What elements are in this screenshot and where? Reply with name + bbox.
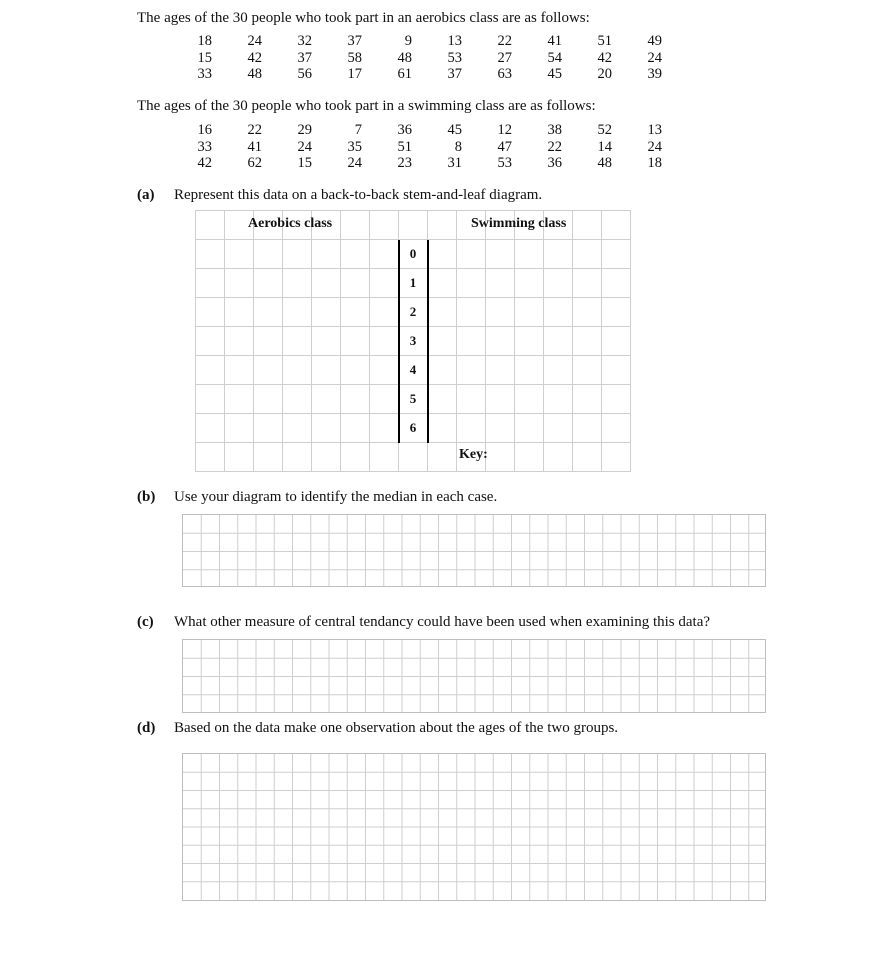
table-row (162, 122, 662, 139)
age-cell: 12 (497, 122, 512, 138)
age-cell: 41 (547, 33, 562, 49)
leaf-cell[interactable] (225, 414, 254, 443)
age-cell: 58 (347, 49, 362, 66)
age-cell: 38 (547, 122, 562, 138)
part-a-question: Represent this data on a back-to-back stem-and-leaf diagram. (174, 187, 543, 203)
leaf-cell[interactable] (283, 414, 312, 443)
stem-leaf-row (196, 240, 631, 269)
aerobics-ages-table (162, 33, 662, 83)
age-cell: 24 (647, 138, 662, 155)
leaf-cell[interactable] (254, 356, 283, 385)
part-b-answer-grid[interactable] (182, 514, 766, 587)
age-cell: 22 (547, 138, 562, 155)
leaf-cell[interactable] (515, 327, 544, 356)
leaf-cell[interactable] (283, 269, 312, 298)
stem-leaf-row (196, 414, 631, 443)
stem-value: 3 (399, 327, 428, 356)
age-cell: 52 (597, 122, 612, 138)
leaf-cell[interactable] (312, 240, 341, 269)
age-cell: 37 (447, 66, 462, 82)
leaf-cell[interactable] (225, 298, 254, 327)
leaf-cell[interactable] (341, 356, 370, 385)
leaf-cell[interactable] (225, 240, 254, 269)
leaf-cell[interactable] (457, 327, 486, 356)
leaf-cell[interactable] (341, 414, 370, 443)
leaf-cell[interactable] (602, 327, 631, 356)
leaf-cell[interactable] (457, 385, 486, 414)
leaf-cell[interactable] (602, 443, 631, 472)
stem-leaf-row (196, 356, 631, 385)
stem-leaf-grid (195, 210, 631, 472)
grid-lines (183, 640, 765, 712)
leaf-cell[interactable] (196, 356, 225, 385)
age-cell: 16 (197, 122, 212, 138)
leaf-cell[interactable] (312, 414, 341, 443)
leaf-cell[interactable] (486, 298, 515, 327)
leaf-cell[interactable] (370, 269, 399, 298)
leaf-cell[interactable] (370, 211, 399, 240)
leaf-cell[interactable] (457, 269, 486, 298)
age-cell: 49 (647, 33, 662, 49)
age-cell: 13 (447, 33, 462, 49)
stem-leaf-row (196, 385, 631, 414)
leaf-cell[interactable] (399, 443, 428, 472)
leaf-cell[interactable] (544, 414, 573, 443)
leaf-cell[interactable] (283, 385, 312, 414)
leaf-cell[interactable] (196, 414, 225, 443)
age-cell: 29 (297, 122, 312, 138)
leaf-cell[interactable] (428, 385, 457, 414)
leaf-cell[interactable] (341, 211, 370, 240)
age-cell: 24 (347, 155, 362, 171)
age-cell: 37 (297, 49, 312, 66)
part-b-label: (b) (137, 489, 156, 505)
age-cell: 48 (247, 66, 262, 82)
age-cell: 41 (247, 138, 262, 155)
leaf-cell[interactable] (283, 327, 312, 356)
leaf-cell[interactable] (196, 443, 225, 472)
age-cell: 9 (404, 33, 412, 49)
leaf-cell[interactable] (515, 298, 544, 327)
leaf-cell[interactable] (428, 240, 457, 269)
leaf-cell[interactable] (602, 385, 631, 414)
age-cell: 31 (447, 155, 462, 171)
age-cell: 14 (597, 138, 612, 155)
leaf-cell[interactable] (225, 356, 254, 385)
leaf-cell[interactable] (254, 414, 283, 443)
grid-lines (183, 515, 765, 586)
age-cell: 24 (247, 33, 262, 49)
leaf-cell[interactable] (544, 356, 573, 385)
leaf-cell[interactable] (602, 269, 631, 298)
leaf-cell[interactable] (341, 240, 370, 269)
leaf-cell[interactable] (515, 356, 544, 385)
leaf-cell[interactable] (573, 269, 602, 298)
leaf-cell[interactable] (196, 211, 225, 240)
leaf-cell[interactable] (457, 356, 486, 385)
age-cell: 33 (197, 66, 212, 82)
table-row (162, 139, 662, 156)
swimming-ages-table (162, 122, 662, 172)
leaf-cell[interactable] (428, 327, 457, 356)
leaf-cell[interactable] (428, 414, 457, 443)
leaf-cell[interactable] (428, 269, 457, 298)
leaf-cell[interactable] (486, 356, 515, 385)
age-cell: 45 (547, 66, 562, 82)
leaf-cell[interactable] (312, 356, 341, 385)
age-cell: 13 (647, 122, 662, 138)
age-cell: 24 (297, 138, 312, 155)
leaf-cell[interactable] (283, 356, 312, 385)
leaf-cell[interactable] (225, 269, 254, 298)
leaf-cell[interactable] (196, 240, 225, 269)
leaf-cell[interactable] (573, 240, 602, 269)
leaf-cell[interactable] (486, 240, 515, 269)
leaf-cell[interactable] (544, 240, 573, 269)
table-row (162, 155, 662, 172)
age-cell: 37 (347, 33, 362, 49)
leaf-cell[interactable] (602, 414, 631, 443)
age-cell: 48 (397, 49, 412, 66)
leaf-cell[interactable] (602, 240, 631, 269)
leaf-cell[interactable] (370, 298, 399, 327)
age-cell: 33 (197, 138, 212, 155)
stem-leaf-row (196, 269, 631, 298)
swimming-header: Swimming class (471, 216, 567, 231)
age-cell: 42 (247, 49, 262, 66)
stem-leaf-row (196, 327, 631, 356)
age-cell: 7 (354, 122, 362, 138)
age-cell: 62 (247, 155, 262, 171)
leaf-cell[interactable] (486, 269, 515, 298)
leaf-cell[interactable] (486, 443, 515, 472)
leaf-cell[interactable] (515, 385, 544, 414)
leaf-cell[interactable] (225, 443, 254, 472)
age-cell: 63 (497, 66, 512, 82)
leaf-cell[interactable] (457, 240, 486, 269)
leaf-cell[interactable] (254, 240, 283, 269)
leaf-cell[interactable] (341, 443, 370, 472)
part-a-label: (a) (137, 187, 155, 203)
part-c-question: What other measure of central tendancy could have been used when examining this data? (174, 614, 711, 630)
age-cell: 54 (547, 49, 562, 66)
stem-leaf-row (196, 443, 631, 472)
leaf-cell[interactable] (254, 385, 283, 414)
leaf-cell[interactable] (515, 240, 544, 269)
age-cell: 51 (397, 138, 412, 155)
part-d-label: (d) (137, 720, 156, 736)
age-cell: 18 (647, 155, 662, 171)
grid-lines (183, 754, 765, 900)
stem-value: 2 (399, 298, 428, 327)
leaf-cell[interactable] (573, 385, 602, 414)
swimming-intro: The ages of the 30 people who took part in a swimming class are as follows: (137, 98, 596, 114)
age-cell: 36 (547, 155, 562, 171)
leaf-cell[interactable] (370, 356, 399, 385)
stem-value: 5 (399, 385, 428, 414)
part-b-question: Use your diagram to identify the median in each case. (174, 489, 498, 505)
aerobics-header: Aerobics class (248, 216, 333, 231)
age-cell: 61 (397, 66, 412, 82)
table-row (162, 33, 662, 50)
leaf-cell[interactable] (283, 443, 312, 472)
leaf-cell[interactable] (254, 269, 283, 298)
age-cell: 51 (597, 33, 612, 49)
leaf-cell[interactable] (602, 298, 631, 327)
leaf-cell[interactable] (486, 414, 515, 443)
leaf-cell[interactable] (196, 269, 225, 298)
leaf-cell[interactable] (370, 240, 399, 269)
age-cell: 15 (297, 155, 312, 171)
stem-value: 6 (399, 414, 428, 443)
leaf-cell[interactable] (428, 443, 457, 472)
leaf-cell[interactable] (312, 327, 341, 356)
age-cell: 8 (454, 138, 462, 155)
leaf-cell[interactable] (341, 327, 370, 356)
age-cell: 53 (447, 49, 462, 66)
leaf-cell[interactable] (544, 298, 573, 327)
part-d-question: Based on the data make one observation about the ages of the two groups. (174, 720, 619, 736)
leaf-cell[interactable] (225, 327, 254, 356)
leaf-cell[interactable] (428, 356, 457, 385)
leaf-cell[interactable] (370, 414, 399, 443)
part-d-answer-grid[interactable] (182, 753, 766, 901)
stem-leaf-row (196, 298, 631, 327)
age-cell: 39 (647, 66, 662, 82)
leaf-cell[interactable] (486, 327, 515, 356)
leaf-cell[interactable] (428, 211, 457, 240)
table-row (162, 50, 662, 67)
leaf-cell[interactable] (573, 443, 602, 472)
age-cell: 23 (397, 155, 412, 171)
leaf-cell[interactable] (515, 269, 544, 298)
age-cell: 45 (447, 122, 462, 138)
leaf-cell[interactable] (544, 443, 573, 472)
age-cell: 42 (597, 49, 612, 66)
leaf-cell[interactable] (196, 298, 225, 327)
part-c-label: (c) (137, 614, 154, 630)
leaf-cell[interactable] (312, 269, 341, 298)
leaf-cell[interactable] (544, 269, 573, 298)
leaf-cell[interactable] (254, 443, 283, 472)
leaf-cell[interactable] (515, 443, 544, 472)
key-label: Key: (459, 447, 488, 462)
aerobics-intro: The ages of the 30 people who took part in an aerobics class are as follows: (137, 10, 590, 26)
age-cell: 42 (197, 155, 212, 171)
age-cell: 24 (647, 49, 662, 66)
leaf-cell[interactable] (196, 327, 225, 356)
leaf-cell[interactable] (370, 443, 399, 472)
leaf-cell[interactable] (312, 298, 341, 327)
leaf-cell[interactable] (457, 414, 486, 443)
age-cell: 56 (297, 66, 312, 82)
age-cell: 32 (297, 33, 312, 49)
stem-right-divider (427, 240, 429, 443)
leaf-cell[interactable] (341, 298, 370, 327)
age-cell: 18 (197, 33, 212, 49)
leaf-cell[interactable] (254, 327, 283, 356)
leaf-cell[interactable] (283, 240, 312, 269)
leaf-cell[interactable] (370, 327, 399, 356)
leaf-cell[interactable] (544, 385, 573, 414)
age-cell: 36 (397, 122, 412, 138)
stem-value: 1 (399, 269, 428, 298)
part-c-answer-grid[interactable] (182, 639, 766, 713)
leaf-cell[interactable] (312, 385, 341, 414)
leaf-cell[interactable] (341, 269, 370, 298)
leaf-cell[interactable] (457, 298, 486, 327)
age-cell: 27 (497, 49, 512, 66)
age-cell: 17 (347, 66, 362, 82)
age-cell: 15 (197, 49, 212, 66)
leaf-cell[interactable] (515, 414, 544, 443)
leaf-cell[interactable] (573, 327, 602, 356)
age-cell: 22 (497, 33, 512, 49)
leaf-cell[interactable] (225, 385, 254, 414)
leaf-cell[interactable] (283, 298, 312, 327)
leaf-cell[interactable] (312, 443, 341, 472)
leaf-cell[interactable] (544, 327, 573, 356)
leaf-cell[interactable] (573, 414, 602, 443)
age-cell: 35 (347, 138, 362, 155)
leaf-cell[interactable] (573, 211, 602, 240)
leaf-cell[interactable] (573, 298, 602, 327)
leaf-cell[interactable] (196, 385, 225, 414)
table-row (162, 66, 662, 83)
age-cell: 20 (597, 66, 612, 82)
leaf-cell[interactable] (428, 298, 457, 327)
age-cell: 47 (497, 138, 512, 155)
age-cell: 53 (497, 155, 512, 171)
leaf-cell[interactable] (370, 385, 399, 414)
leaf-cell[interactable] (573, 356, 602, 385)
leaf-cell[interactable] (341, 385, 370, 414)
stem-value: 4 (399, 356, 428, 385)
age-cell: 48 (597, 155, 612, 171)
stem-left-divider (398, 240, 400, 443)
leaf-cell[interactable] (399, 211, 428, 240)
leaf-cell[interactable] (602, 211, 631, 240)
leaf-cell[interactable] (486, 385, 515, 414)
stem-value: 0 (399, 240, 428, 269)
age-cell: 22 (247, 122, 262, 138)
leaf-cell[interactable] (254, 298, 283, 327)
leaf-cell[interactable] (602, 356, 631, 385)
